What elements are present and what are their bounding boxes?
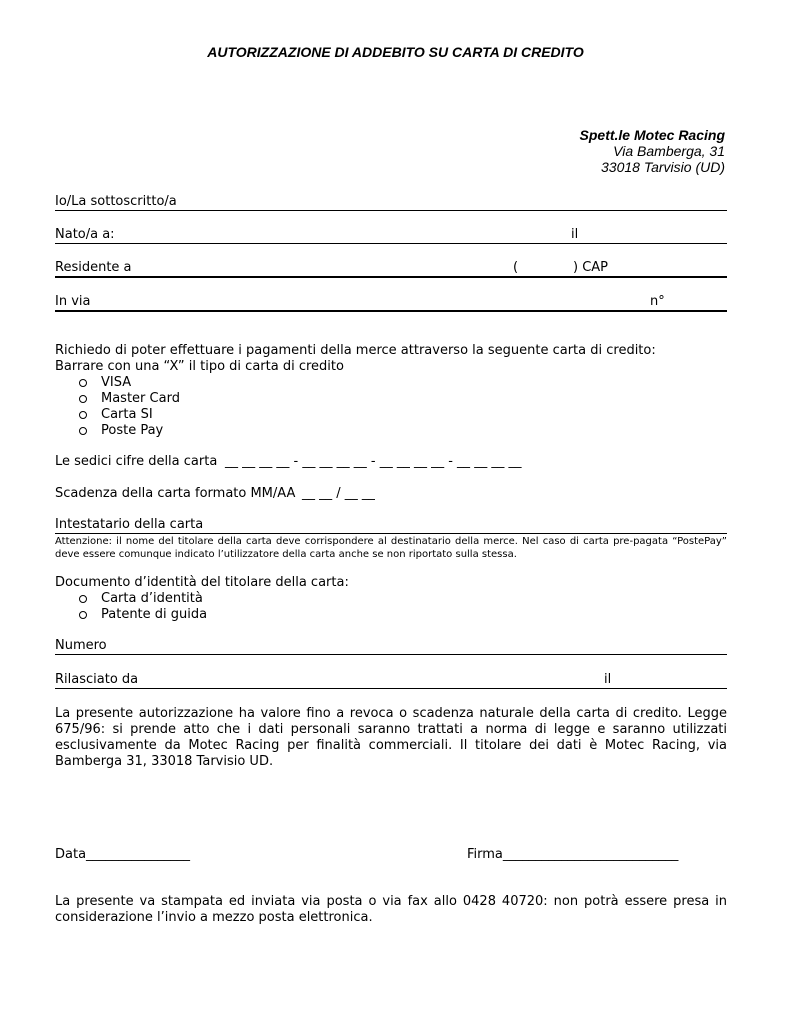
field-label-numero-civico: n° <box>650 294 665 309</box>
checkbox-circle-icon[interactable] <box>79 395 87 403</box>
card-option-label: VISA <box>101 375 132 390</box>
field-label-sottoscritto: Io/La sottoscritto/a <box>55 194 177 209</box>
holder-label: Intestatario della carta <box>55 517 204 532</box>
checkbox-circle-icon[interactable] <box>79 427 87 435</box>
checkbox-circle-icon[interactable] <box>79 611 87 619</box>
footer-note: La presente va stampata ed inviata via posta o via fax allo 0428 40720: non potrà essere presa in considerazione l’invio a mezzo posta elettronica. <box>55 894 727 925</box>
expiry-field[interactable]: __ __ / __ __ <box>302 486 375 501</box>
recipient-city: 33018 Tarvisio (UD) <box>601 159 725 175</box>
field-nato-line[interactable] <box>55 243 727 244</box>
field-sottoscritto-line[interactable] <box>55 210 727 211</box>
recipient-address <box>580 127 725 175</box>
field-label-nato: Nato/a a: <box>55 227 115 242</box>
id-rilasciato-il-label: il <box>604 672 612 687</box>
request-instruction: Barrare con una “X” il tipo di carta di credito <box>55 359 344 374</box>
card-number-label: Le sedici cifre della carta <box>55 454 218 469</box>
card-type-list <box>55 375 180 439</box>
id-option-patente[interactable] <box>55 607 207 623</box>
id-rilasciato-line[interactable] <box>55 688 727 689</box>
recipient-street: Via Bamberga, 31 <box>613 143 725 159</box>
checkbox-circle-icon[interactable] <box>79 411 87 419</box>
holder-line[interactable] <box>55 533 727 534</box>
field-label-cap: ) CAP <box>573 260 609 275</box>
date-field[interactable]: Data________________ <box>55 847 191 862</box>
checkbox-circle-icon[interactable] <box>79 595 87 603</box>
id-document-list <box>55 591 207 623</box>
id-numero-label: Numero <box>55 638 107 653</box>
id-numero-line[interactable] <box>55 654 727 655</box>
card-option-postepay[interactable] <box>55 423 180 439</box>
card-option-label: Master Card <box>101 391 180 406</box>
card-number-field[interactable]: __ __ __ __ - __ __ __ __ - __ __ __ __ - __ __ __ __ <box>225 454 522 469</box>
field-via-line[interactable] <box>55 310 727 312</box>
privacy-paragraph: La presente autorizzazione ha valore fino a revoca o scadenza naturale della carta di credito. Legge 675/96: si prende atto che i dati personali saranno trattati a norma di legge e saranno utilizzati esclusivamente da Motec Racing per finalità commerciali. Il titolare dei dati è Motec Racing, via Bamberga 31, 33018 Tarvisio UD. <box>55 706 727 769</box>
checkbox-circle-icon[interactable] <box>79 379 87 387</box>
card-option-visa[interactable] <box>55 375 180 391</box>
field-label-provincia: ( <box>513 260 519 275</box>
card-option-label: Poste Pay <box>101 423 164 438</box>
holder-note: Attenzione: il nome del titolare della carta deve corrispondere al destinatario della merce. Nel caso di carta pre-pagata “PostePay” deve essere comunque indicato l’utilizzatore della carta anche se non riportato sulla stessa. <box>55 536 727 560</box>
signature-field[interactable]: Firma___________________________ <box>467 847 679 862</box>
request-text: Richiedo di poter effettuare i pagamenti della merce attraverso la seguente carta di credito: <box>55 343 656 358</box>
id-option-label: Carta d’identità <box>101 591 203 606</box>
card-option-cartasi[interactable] <box>55 407 180 423</box>
recipient-name: Spett.le Motec Racing <box>579 127 725 143</box>
card-option-mastercard[interactable] <box>55 391 180 407</box>
id-option-label: Patente di guida <box>101 607 208 622</box>
field-label-residente: Residente a <box>55 260 132 275</box>
id-rilasciato-label: Rilasciato da <box>55 672 139 687</box>
card-option-label: Carta SI <box>101 407 153 422</box>
field-label-via: In via <box>55 294 91 309</box>
field-residente-line[interactable] <box>55 276 727 278</box>
id-document-label: Documento d’identità del titolare della carta: <box>55 575 349 590</box>
field-label-nato-il: il <box>571 227 579 242</box>
expiry-label: Scadenza della carta formato MM/AA <box>55 486 296 501</box>
document-title: AUTORIZZAZIONE DI ADDEBITO SU CARTA DI CREDITO <box>207 44 584 60</box>
id-option-carta-identita[interactable] <box>55 591 207 607</box>
